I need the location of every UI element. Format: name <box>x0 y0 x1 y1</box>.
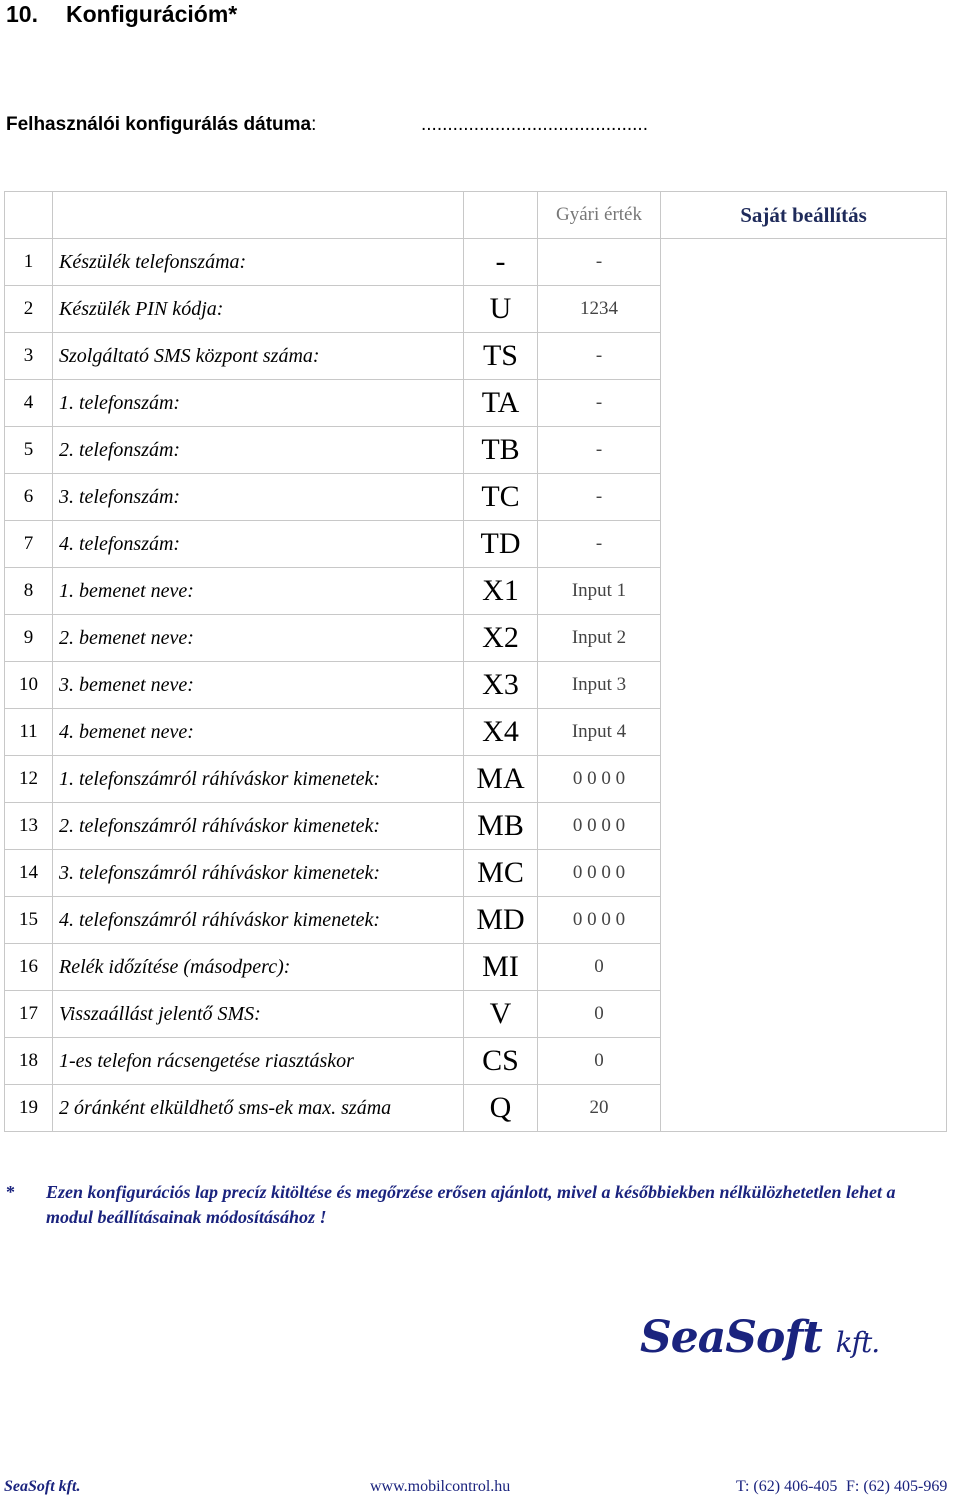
sms-command-code: TS <box>464 333 538 380</box>
section-number: 10. <box>6 1 38 27</box>
table-row <box>5 991 947 1038</box>
factory-value: 0 <box>538 944 661 991</box>
sms-command-code: MC <box>464 850 538 897</box>
row-number: 2 <box>5 286 53 333</box>
setting-description: 1. telefonszámról ráhíváskor kimenetek: <box>53 756 464 803</box>
row-number: 5 <box>5 427 53 474</box>
row-number: 18 <box>5 1038 53 1085</box>
table-row <box>5 380 947 427</box>
footer-website: www.mobilcontrol.hu <box>370 1478 511 1495</box>
footnote-text: Ezen konfigurációs lap precíz kitöltése és megőrzése erősen ajánlott, mivel a későbbiekben nélkülözhetetlen lehet a modul beállításainak módosításához ! <box>46 1182 896 1227</box>
own-setting-field[interactable] <box>661 1038 947 1085</box>
own-setting-field[interactable] <box>661 991 947 1038</box>
table-row <box>5 803 947 850</box>
setting-description: 2. telefonszámról ráhíváskor kimenetek: <box>53 803 464 850</box>
setting-description: Visszaállást jelentő SMS: <box>53 991 464 1038</box>
page-title <box>6 0 237 28</box>
setting-description: 4. telefonszám: <box>53 521 464 568</box>
sms-command-code: MD <box>464 897 538 944</box>
page-footer <box>0 1476 960 1500</box>
setting-description: 2. telefonszám: <box>53 427 464 474</box>
own-setting-field[interactable] <box>661 897 947 944</box>
setting-description: 2. bemenet neve: <box>53 615 464 662</box>
footer-fax: F: (62) 405-969 <box>846 1478 948 1495</box>
row-number: 10 <box>5 662 53 709</box>
factory-value: 20 <box>538 1085 661 1132</box>
sms-command-code: MB <box>464 803 538 850</box>
factory-value: 0 0 0 0 <box>538 756 661 803</box>
table-row <box>5 662 947 709</box>
own-setting-field[interactable] <box>661 474 947 521</box>
row-number: 17 <box>5 991 53 1038</box>
factory-value: - <box>538 380 661 427</box>
config-date-blank: ........................................... <box>421 114 648 135</box>
setting-description: 1. telefonszám: <box>53 380 464 427</box>
sms-command-code: X4 <box>464 709 538 756</box>
logo-name: SeaSoft <box>640 1312 822 1363</box>
factory-value: Input 2 <box>538 615 661 662</box>
sms-command-code: X2 <box>464 615 538 662</box>
row-number: 1 <box>5 239 53 286</box>
setting-description: 4. bemenet neve: <box>53 709 464 756</box>
config-date-line <box>6 113 648 137</box>
factory-value: - <box>538 333 661 380</box>
section-title: Konfigurációm* <box>66 1 238 27</box>
sms-command-code: X1 <box>464 568 538 615</box>
sms-command-code: CS <box>464 1038 538 1085</box>
factory-value-header: Gyári érték <box>538 192 661 239</box>
config-table <box>4 191 947 1132</box>
footer-phone: T: (62) 406-405 <box>736 1478 838 1495</box>
table-row <box>5 850 947 897</box>
own-setting-field[interactable] <box>661 568 947 615</box>
sms-command-code: TC <box>464 474 538 521</box>
row-number: 14 <box>5 850 53 897</box>
config-date-colon: : <box>311 114 317 135</box>
row-number: 16 <box>5 944 53 991</box>
table-row <box>5 944 947 991</box>
table-row <box>5 756 947 803</box>
own-setting-field[interactable] <box>661 850 947 897</box>
own-setting-field[interactable] <box>661 944 947 991</box>
factory-value: 0 <box>538 991 661 1038</box>
own-setting-field[interactable] <box>661 521 947 568</box>
own-setting-field[interactable] <box>661 662 947 709</box>
header-empty-cell <box>53 192 464 239</box>
own-setting-field[interactable] <box>661 615 947 662</box>
factory-value: Input 1 <box>538 568 661 615</box>
row-number: 6 <box>5 474 53 521</box>
footer-company: SeaSoft kft. <box>4 1478 81 1495</box>
logo-suffix: kft. <box>835 1326 880 1359</box>
row-number: 8 <box>5 568 53 615</box>
factory-value: 0 0 0 0 <box>538 803 661 850</box>
sms-command-code: TB <box>464 427 538 474</box>
setting-description: Relék időzítése (másodperc): <box>53 944 464 991</box>
row-number: 9 <box>5 615 53 662</box>
setting-description: 1-es telefon rácsengetése riasztáskor <box>53 1038 464 1085</box>
table-row <box>5 333 947 380</box>
sms-command-code: V <box>464 991 538 1038</box>
factory-value: 0 0 0 0 <box>538 850 661 897</box>
own-setting-field[interactable] <box>661 333 947 380</box>
sms-command-code: MA <box>464 756 538 803</box>
sms-command-code: U <box>464 286 538 333</box>
footnote-star: * <box>6 1182 15 1202</box>
row-number: 15 <box>5 897 53 944</box>
row-number: 7 <box>5 521 53 568</box>
table-row <box>5 1038 947 1085</box>
factory-value: - <box>538 239 661 286</box>
row-number: 19 <box>5 1085 53 1132</box>
setting-description: 3. telefonszám: <box>53 474 464 521</box>
factory-value: - <box>538 474 661 521</box>
setting-description: 3. bemenet neve: <box>53 662 464 709</box>
header-empty-cell <box>464 192 538 239</box>
company-logo <box>640 1312 879 1363</box>
setting-description: 3. telefonszámról ráhíváskor kimenetek: <box>53 850 464 897</box>
row-number: 3 <box>5 333 53 380</box>
table-row <box>5 286 947 333</box>
table-row <box>5 709 947 756</box>
own-setting-field[interactable] <box>661 239 947 286</box>
sms-command-code: MI <box>464 944 538 991</box>
own-setting-field[interactable] <box>661 286 947 333</box>
sms-command-code: - <box>464 239 538 286</box>
factory-value: 0 0 0 0 <box>538 897 661 944</box>
own-setting-field[interactable] <box>661 427 947 474</box>
row-number: 11 <box>5 709 53 756</box>
setting-description: 4. telefonszámról ráhíváskor kimenetek: <box>53 897 464 944</box>
table-row <box>5 1085 947 1132</box>
row-number: 12 <box>5 756 53 803</box>
table-row <box>5 568 947 615</box>
table-header-row <box>5 192 947 239</box>
table-row <box>5 521 947 568</box>
header-empty-cell <box>5 192 53 239</box>
row-number: 13 <box>5 803 53 850</box>
own-setting-field[interactable] <box>661 803 947 850</box>
factory-value: Input 4 <box>538 709 661 756</box>
factory-value: 1234 <box>538 286 661 333</box>
setting-description: Készülék PIN kódja: <box>53 286 464 333</box>
own-setting-field[interactable] <box>661 756 947 803</box>
sms-command-code: Q <box>464 1085 538 1132</box>
sms-command-code: TA <box>464 380 538 427</box>
sms-command-code: X3 <box>464 662 538 709</box>
own-setting-header: Saját beállítás <box>661 192 947 239</box>
table-row <box>5 897 947 944</box>
factory-value: 0 <box>538 1038 661 1085</box>
footnote <box>6 1180 906 1230</box>
own-setting-field[interactable] <box>661 380 947 427</box>
setting-description: Készülék telefonszáma: <box>53 239 464 286</box>
factory-value: Input 3 <box>538 662 661 709</box>
setting-description: Szolgáltató SMS központ száma: <box>53 333 464 380</box>
row-number: 4 <box>5 380 53 427</box>
factory-value: - <box>538 521 661 568</box>
table-row <box>5 615 947 662</box>
setting-description: 2 óránként elküldhető sms-ek max. száma <box>53 1085 464 1132</box>
own-setting-field[interactable] <box>661 709 947 756</box>
table-row <box>5 239 947 286</box>
own-setting-field[interactable] <box>661 1085 947 1132</box>
config-date-label: Felhasználói konfigurálás dátuma <box>6 114 312 135</box>
setting-description: 1. bemenet neve: <box>53 568 464 615</box>
factory-value: - <box>538 427 661 474</box>
sms-command-code: TD <box>464 521 538 568</box>
table-row <box>5 474 947 521</box>
table-row <box>5 427 947 474</box>
